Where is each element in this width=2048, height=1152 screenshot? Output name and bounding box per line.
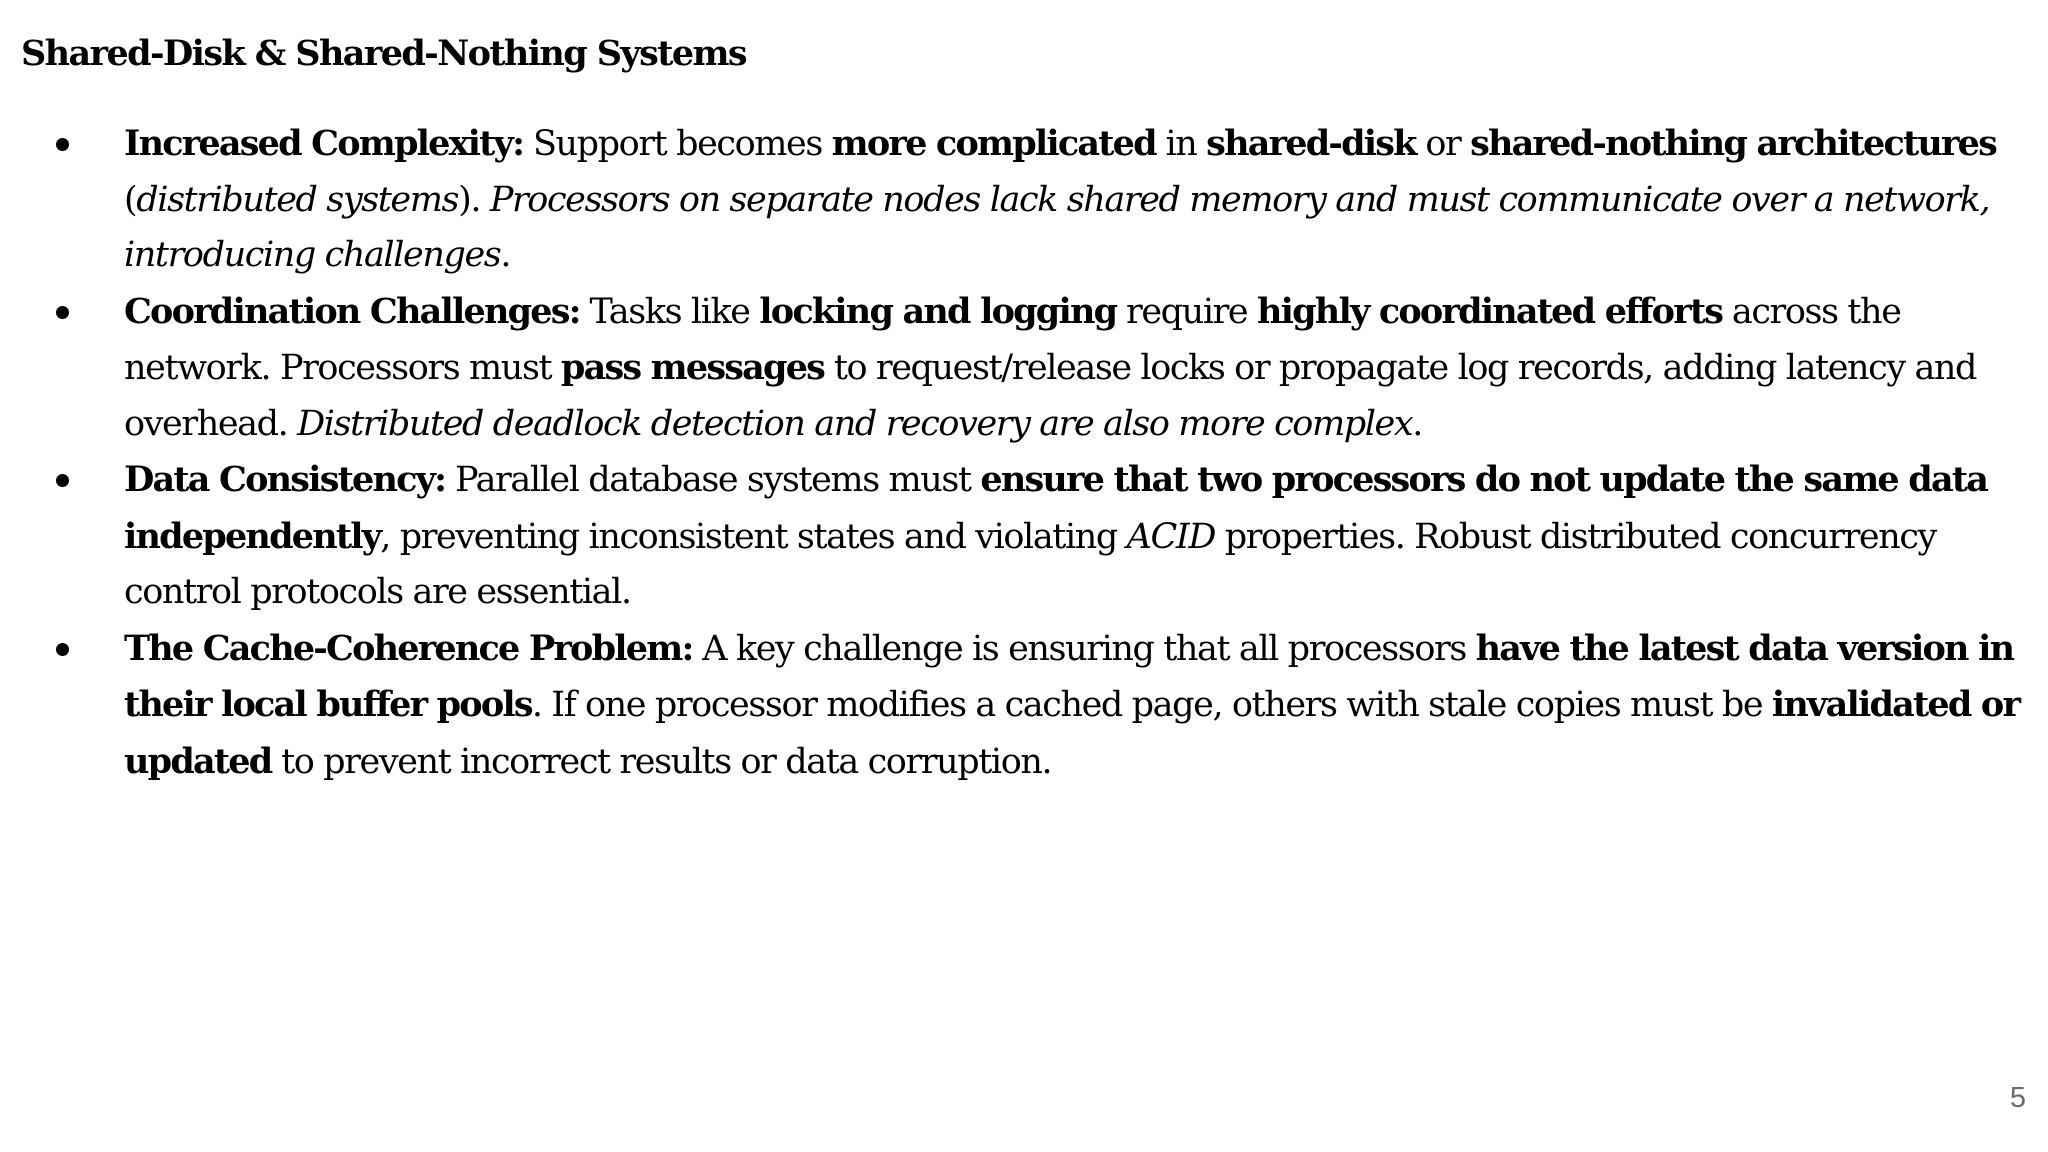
bullet-text: to request/release locks or propagate log records, adding latency and overhead. [124,348,1977,444]
page-number: 5 [2009,1082,2026,1114]
bullet-item-cache-coherence [124,621,2022,791]
bullet-text: . [500,235,511,275]
emphasis-text: locking and logging [759,290,1117,332]
bullet-text: in [1155,124,1207,164]
bullet-text: require [1116,291,1257,332]
bullet-text: . [1412,403,1422,444]
slide-title: Shared-Disk & Shared-Nothing Systems [21,33,747,74]
bullet-text: A key challenge is ensuring that all processors [692,628,1476,669]
bullet-text: across the network. Processors must [124,291,1901,388]
bullet-text: ( [124,179,137,220]
emphasis-text: ensure that two processors do not update the same data independently [124,459,1988,557]
bullet-heading: Data Consistency: [124,459,446,500]
bullet-dot-icon [56,474,69,487]
bullet-text: to prevent incorrect results or data corruption. [271,741,1052,782]
bullet-text: Parallel database systems must [445,460,981,500]
bullet-item-data-consistency [124,452,2022,621]
bullet-text: properties. Robust distributed concurrency control protocols are essential. [124,516,1936,612]
bullet-text: Tasks like [579,291,760,332]
italic-text: Distributed deadlock detection and recovery are also more complex [297,403,1413,444]
bullet-text: . If one processor modifies a cached page, others with stale copies must be [531,685,1772,725]
bullet-heading: The Cache-Coherence Problem: [124,627,693,669]
bullet-dot-icon [56,643,69,656]
emphasis-text: pass messages [560,347,825,388]
bullet-dot-icon [56,306,69,319]
bullet-item-increased-complexity [124,116,2022,284]
emphasis-text: shared-disk [1206,123,1416,164]
emphasis-text: shared-nothing architectures [1470,123,1996,164]
bullet-heading: Increased Complexity: [124,123,524,164]
bullet-text: ). [458,179,490,220]
emphasis-text: more complicated [831,123,1156,164]
bullet-list [124,116,2022,790]
emphasis-text: highly coordinated efforts [1256,290,1723,332]
italic-text: ACID [1126,516,1215,557]
bullet-item-coordination-challenges [124,284,2022,453]
bullet-text: , preventing inconsistent states and violating [380,516,1127,557]
bullet-heading: Coordination Challenges: [124,290,580,332]
italic-text: Processors on separate nodes lack shared memory and must communicate over a network, introducing challenges [124,179,1990,275]
emphasis-text: have the latest data version in their local buffer pools [124,627,2014,725]
italic-text: distributed systems [136,179,459,220]
bullet-text: Support becomes [523,124,832,164]
bullet-dot-icon [56,138,69,151]
bullet-text: or [1415,124,1471,164]
emphasis-text: invalidated or updated [124,684,2020,782]
